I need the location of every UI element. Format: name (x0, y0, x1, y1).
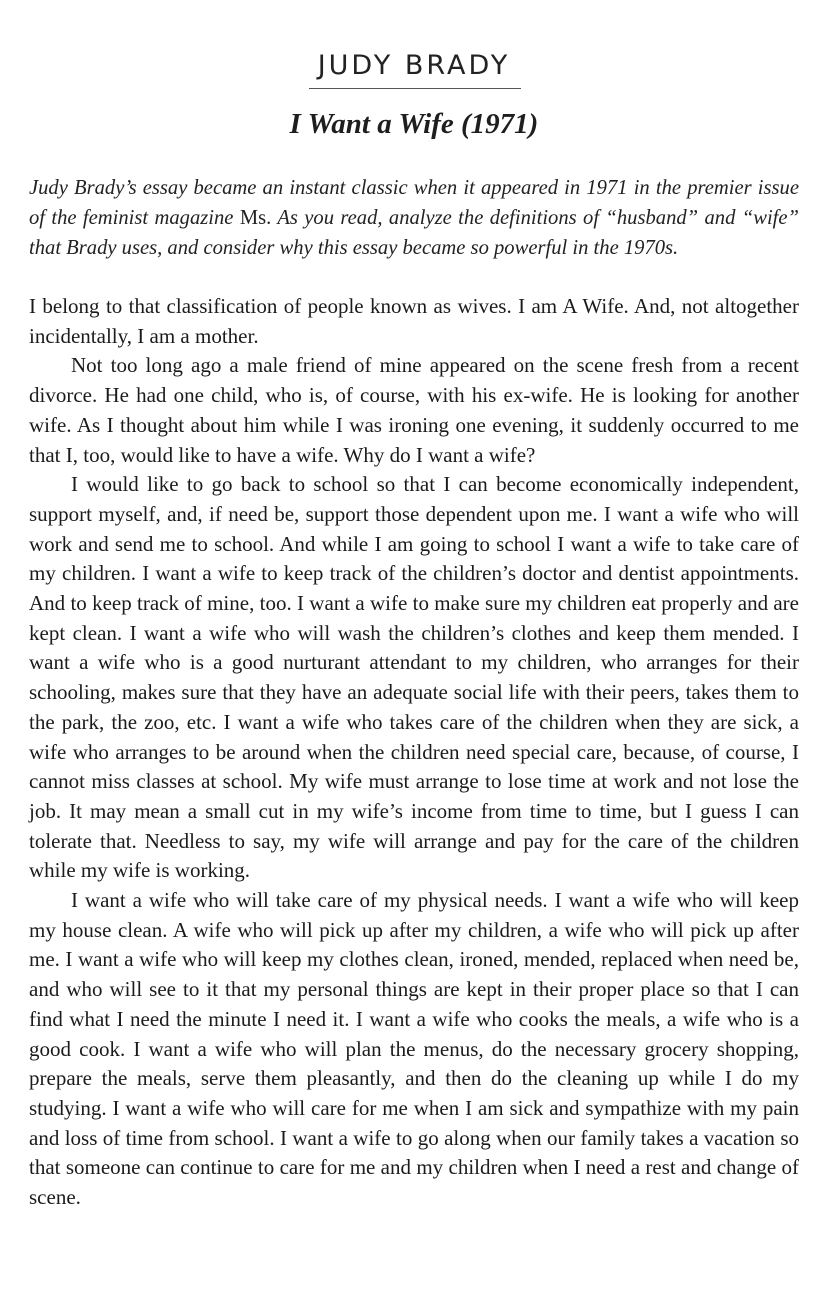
author-rule (309, 88, 521, 89)
intro-paragraph (29, 173, 799, 263)
essay-title: I Want a Wife (1971) (289, 108, 539, 140)
intro-magazine-name: Ms. (239, 207, 272, 229)
author-heading: JUDY BRADY (317, 50, 511, 81)
body-paragraph-2: Not too long ago a male friend of mine appeared on the scene fresh from a recent divorce. He had one child, who is, of course, with his ex-wife. He is looking for another wife. As I thought about him while I was ironing one evening, it suddenly occurred to me that I, too, would like to have a wife. Why do I want a wife? (29, 353, 799, 467)
body-paragraph-1: I belong to that classification of people known as wives. I am A Wife. And, not altogether incidentally, I am a mother. (29, 294, 799, 348)
body-paragraph-4: I want a wife who will take care of my physical needs. I want a wife who will keep my house clean. A wife who will pick up after my children, a wife who will pick up after me. I want a wife who will keep my clothes clean, ironed, mended, replaced when need be, and who will see to it that my personal things are kept in their proper place so that I can find what I need the minute I need it. I want a wife who cooks the meals, a wife who is a good cook. I want a wife who will plan the menus, do the necessary grocery shopping, prepare the meals, serve them pleasantly, and then do the cleaning up while I do my studying. I want a wife who will care for me when I am sick and sympathize with my pain and loss of time from school. I want a wife to go along when our family takes a vacation so that someone can continue to care for me and my children when I need a rest and change of scene. (29, 888, 799, 1210)
essay-body (29, 292, 799, 1213)
body-paragraph-3: I would like to go back to school so that I can become economically independent, support myself, and, if need be, support those dependent upon me. I want a wife who will work and send me to school. And while I am going to school I want a wife to take care of my children. I want a wife to keep track of the children’s doctor and dentist appointments. And to keep track of mine, too. I want a wife to make sure my children eat properly and are kept clean. I want a wife who will wash the children’s clothes and keep them mended. I want a wife who is a good nurturant attendant to my children, who arranges for their schooling, makes sure that they have an adequate social life with their peers, takes them to the park, the zoo, etc. I want a wife who takes care of the children when they are sick, a wife who arranges to be around when the children need special care, because, of course, I cannot miss classes at school. My wife must arrange to lose time at work and not lose the job. It may mean a small cut in my wife’s income from time to time, but I guess I can tolerate that. Needless to say, my wife will arrange and pay for the care of the children while my wife is working. (29, 472, 799, 883)
intro-text-part2: As you read, analyze the definitions of “husband” and “wife” that Brady uses, and consider why this essay became so powerful in the 1970s. (29, 207, 799, 259)
intro-text-part1: Judy Brady’s essay became an instant classic when it appeared in 1971 in the premier issue of the feminist magazine (29, 177, 799, 229)
